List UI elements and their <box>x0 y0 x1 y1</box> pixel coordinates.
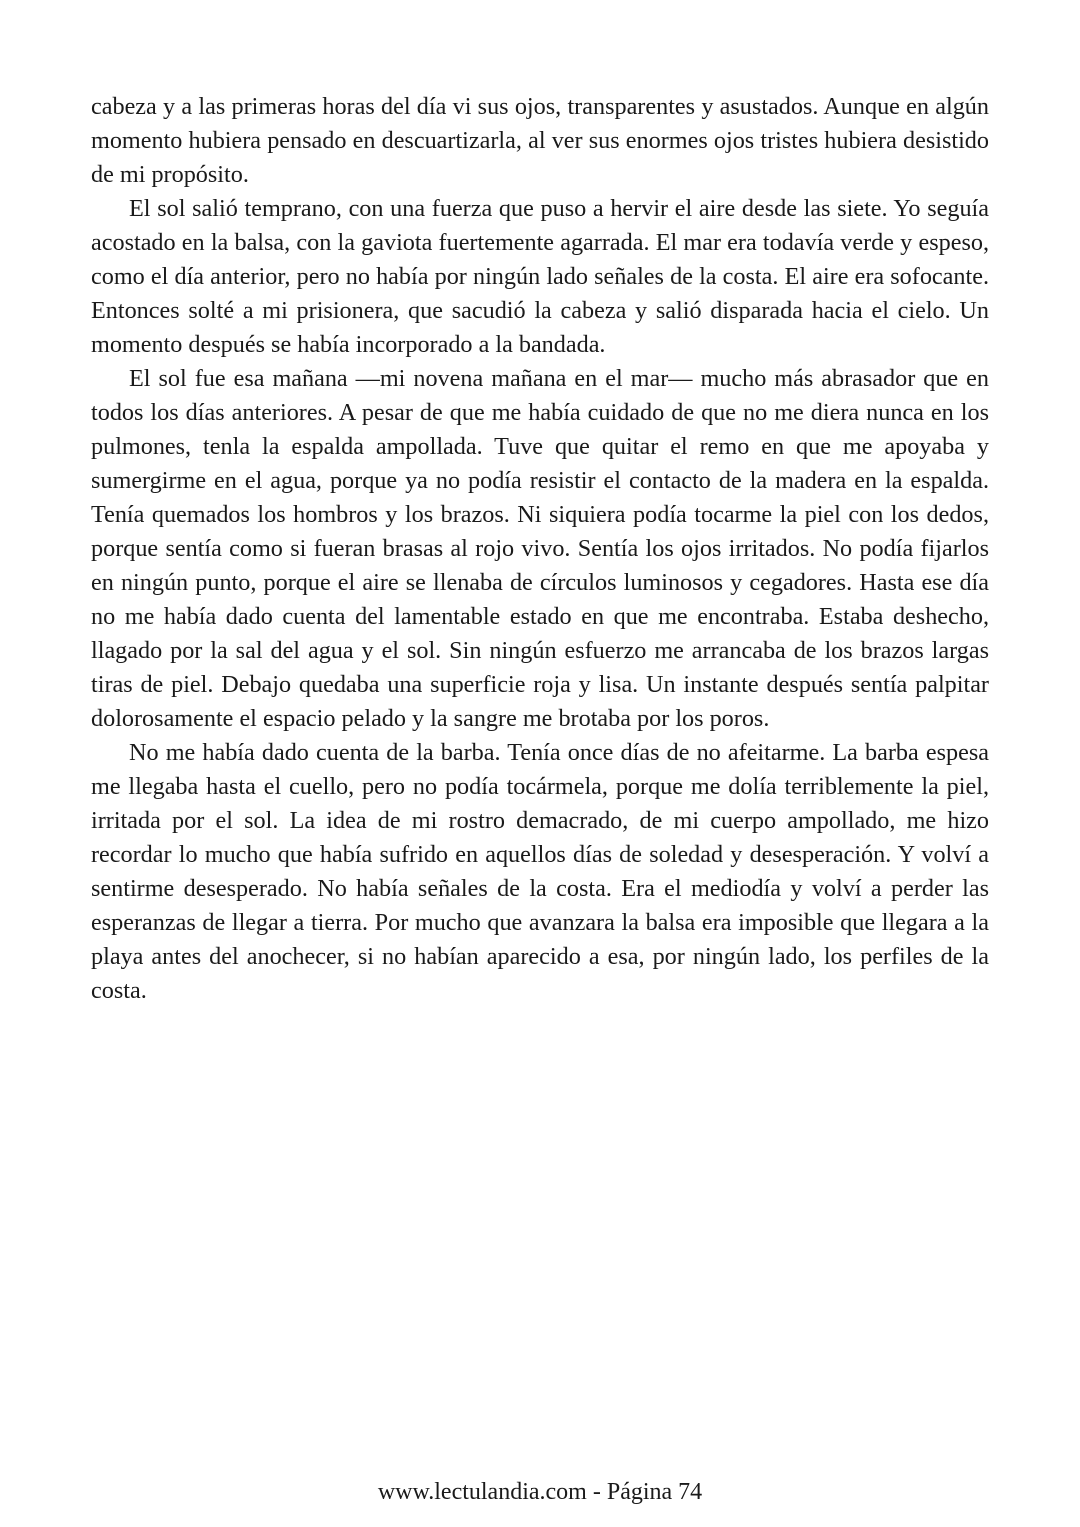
page-body <box>91 90 989 1008</box>
paragraph: No me había dado cuenta de la barba. Tenía once días de no afeitarme. La barba espesa me llegaba hasta el cuello, pero no podía tocármela, porque me dolía terriblemente la piel, irritada por el sol. La idea de mi rostro demacrado, de mi cuerpo ampollado, me hizo recordar lo mucho que había sufrido en aquellos días de soledad y desesperación. Y volví a sentirme desesperado. No había señales de la costa. Era el mediodía y volví a perder las esperanzas de llegar a tierra. Por mucho que avanzara la balsa era imposible que llegara a la playa antes del anochecer, si no habían aparecido a esa, por ningún lado, los perfiles de la costa. <box>91 739 989 1004</box>
paragraph: El sol salió temprano, con una fuerza que puso a hervir el aire desde las siete. Yo seguía acostado en la balsa, con la gaviota fuertemente agarrada. El mar era todavía verde y espeso, como el día anterior, pero no había por ningún lado señales de la costa. El aire era sofocante. Entonces solté a mi prisionera, que sacudió la cabeza y salió disparada hacia el cielo. Un momento después se había incorporado a la bandada. <box>91 195 989 358</box>
page-footer: www.lectulandia.com - Página 74 <box>377 1479 703 1505</box>
paragraph: El sol fue esa mañana —mi novena mañana en el mar— mucho más abrasador que en todos los días anteriores. A pesar de que me había cuidado de que no me diera nunca en los pulmones, tenla la espalda ampollada. Tuve que quitar el remo en que me apoyaba y sumergirme en el agua, porque ya no podía resistir el contacto de la madera en la espalda. Tenía quemados los hombros y los brazos. Ni siquiera podía tocarme la piel con los dedos, porque sentía como si fueran brasas al rojo vivo. Sentía los ojos irritados. No podía fijarlos en ningún punto, porque el aire se llenaba de círculos luminosos y cegadores. Hasta ese día no me había dado cuenta del lamentable estado en que me encontraba. Estaba deshecho, llagado por la sal del agua y el sol. Sin ningún esfuerzo me arrancaba de los brazos largas tiras de piel. Debajo quedaba una superficie roja y lisa. Un instante después sentía palpitar dolorosamente el espacio pelado y la sangre me brotaba por los poros. <box>91 365 989 732</box>
paragraph-continued: cabeza y a las primeras horas del día vi sus ojos, transparentes y asustados. Aunque en algún momento hubiera pensado en descuartizarla, al ver sus enormes ojos tristes hubiera desistido de mi propósito. <box>91 93 989 188</box>
